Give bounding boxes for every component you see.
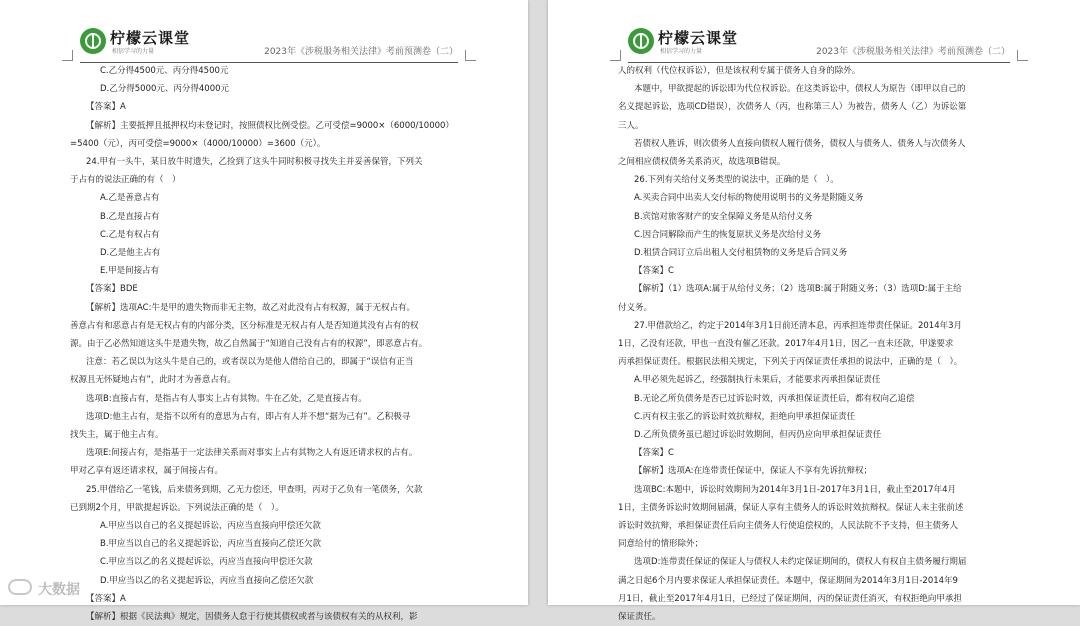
- text-line: 付义务。: [618, 302, 653, 313]
- header-title: 2023年《涉税服务相关法律》考前预测卷（二）: [264, 47, 458, 57]
- text-line: A.买卖合同中出卖人交付标的物使用说明书的义务是附随义务: [634, 193, 864, 204]
- text-line: A.甲必须先起诉乙，经强制执行未果后，才能要求丙承担保证责任: [634, 375, 881, 386]
- text-line: =5400（元），丙可受偿=9000×（4000/10000）=3600（元）。: [70, 138, 326, 149]
- text-line: 1日，乙没有还款，甲也一直没有催乙还款。2017年4月1日，因乙一直未还款，甲遂要求: [618, 339, 954, 350]
- text-line: 已到期2个月，甲欲提起诉讼。下列说法正确的是（ ）。: [70, 502, 284, 513]
- text-line: 选项B:直接占有，是指占有人事实上占有其物。牛在乙处，乙是直接占有。: [86, 393, 367, 404]
- text-line: D.租赁合同订立后出租人交付租赁物的义务是后合同义务: [634, 248, 848, 259]
- text-line: C.因合同解除而产生的恢复原状义务是次给付义务: [634, 229, 822, 240]
- brand-name: 柠檬云课堂: [110, 29, 191, 47]
- page-header: [628, 30, 1010, 63]
- text-line: 1日，主债务诉讼时效期间届满，保证人享有主债务人的诉讼时效抗辩权。保证人未主张前述: [618, 502, 964, 513]
- text-line: 【解析】（1）选项A:属于从给付义务；（2）选项B:属于附随义务；（3）选项D:属于主给: [634, 284, 962, 295]
- text-line: 本题中，甲欲提起的诉讼即为代位权诉讼。在这类诉讼中，债权人为原告（即甲以自己的: [634, 84, 966, 95]
- watermark: [8, 579, 80, 599]
- text-line: 满之日起6个月内要求保证人承担保证责任。本题中，保证期间为2014年3月1日-2014年9: [618, 575, 958, 586]
- text-line: 25.甲借给乙一笔钱，后来债务到期，乙无力偿还，甲查明，丙对于乙负有一笔债务，欠款: [86, 484, 423, 495]
- corner-mark-icon: [610, 50, 621, 61]
- text-line: 名义提起诉讼，选项CD错误），次债务人（丙，也称第三人）为被告，债务人（乙）为诉讼第: [618, 102, 967, 113]
- text-line: A.甲应当以自己的名义提起诉讼，丙应当直接向甲偿还欠款: [100, 521, 321, 532]
- watermark-logo-icon: [8, 579, 32, 595]
- text-line: 【答案】A: [86, 102, 126, 113]
- text-line: C.丙有权主张乙的诉讼时效抗辩权，拒绝向甲承担保证责任: [634, 411, 856, 422]
- page-left: [0, 0, 528, 623]
- text-line: 人的权利（代位权诉讼），但是该权利专属于债务人自身的除外。: [618, 66, 861, 76]
- text-line: 保证责任。: [618, 612, 661, 623]
- text-line: 26.下列有关给付义务类型的说法中，正确的是（ ）。: [634, 175, 839, 186]
- watermark-text: 大数据: [38, 582, 80, 598]
- text-line: C.甲应当以乙的名义提起诉讼，丙应当直接向甲偿还欠款: [100, 557, 313, 568]
- text-line: 于占有的说法正确的有（ ）: [70, 175, 181, 186]
- text-line: 丙承担保证责任。根据民法相关规定，下列关于丙保证责任承担的说法中，正确的是（ ）。: [618, 357, 963, 368]
- text-line: 源。由于乙必然知道这头牛是遗失物，故乙自然属于“知道自己没有占有的权源”，即恶意占有。: [70, 339, 428, 350]
- text-line: 权源且无怀疑地占有”，此时才为善意占有。: [70, 375, 236, 386]
- text-line: 【解析】选项A:在连带责任保证中，保证人不享有先诉抗辩权；: [634, 466, 873, 477]
- page-body: [618, 62, 1022, 626]
- text-line: 诉讼时效抗辩，承担保证责任后向主债务人行使追偿权的，人民法院不予支持，但主债务人: [618, 521, 959, 532]
- text-line: 注意：若乙误以为这头牛是自己的，或者误以为是他人借给自己的，即属于“误信有正当: [86, 357, 414, 368]
- text-line: 选项BC:本题中，诉讼时效期间为2014年3月1日-2017年3月1日，截止至2017年4月: [634, 484, 956, 495]
- text-line: 选项D:连带责任保证的保证人与债权人未约定保证期间的，债权人有权自主债务履行期届: [634, 557, 967, 568]
- text-line: 找失主，属于他主占有。: [70, 430, 164, 441]
- corner-mark-icon: [62, 50, 73, 61]
- text-line: B.无论乙所负债务是否已过诉讼时效，丙承担保证责任后，都有权向乙追偿: [634, 393, 915, 404]
- text-line: B.甲应当以自己的名义提起诉讼，丙应当直接向乙偿还欠款: [100, 539, 322, 550]
- text-line: 【答案】BDE: [86, 284, 138, 295]
- text-line: 【答案】C: [634, 266, 674, 277]
- text-line: D.乙分得5000元、丙分得4000元: [100, 84, 230, 95]
- text-line: E.甲是间接占有: [100, 266, 160, 277]
- brand-slogan: 相信学习的力量: [112, 48, 155, 55]
- text-line: D.甲应当以乙的名义提起诉讼，丙应当直接向乙偿还欠款: [100, 575, 314, 586]
- text-line: 选项D:他主占有，是指不以所有的意思为占有，即占有人并不想“据为己有”。乙积极寻: [86, 411, 411, 422]
- text-line: 若债权人胜诉，则次债务人直接向债权人履行债务，债权人与债务人、债务人与次债务人: [634, 138, 966, 149]
- text-line: 27.甲借款给乙，约定于2014年3月1日前还清本息，丙承担连带责任保证。2014年3月: [634, 320, 963, 331]
- text-line: 之间相应债权债务关系消灭，故选项B错误。: [618, 157, 786, 168]
- lemon-logo-icon: [80, 28, 106, 54]
- text-line: C.乙分得4500元、丙分得4500元: [100, 66, 229, 76]
- text-line: 【答案】C: [634, 448, 674, 459]
- brand-name: 柠檬云课堂: [658, 29, 739, 47]
- text-line: 月1日，截止至2017年4月1日，已经过了保证期间，丙的保证责任消灭，有权拒绝向甲承担: [618, 593, 962, 604]
- text-line: 三人。: [618, 120, 644, 131]
- lemon-logo-icon: [628, 28, 654, 54]
- text-line: 【解析】主要抵押且抵押权均未登记时，按照债权比例受偿。乙可受偿=9000×（6000/10000）: [86, 120, 454, 131]
- text-line: 24.甲有一头牛，某日放牛时遗失，乙捡到了这头牛同时积极寻找失主并妥善保管，下列关: [86, 157, 423, 168]
- corner-mark-icon: [1017, 50, 1028, 61]
- brand-slogan: 相信学习的力量: [660, 48, 703, 55]
- text-line: 【解析】根据《民法典》规定，因债务人怠于行使其债权或者与该债权有关的从权利，影: [86, 612, 418, 623]
- text-line: B.乙是直接占有: [100, 211, 160, 222]
- text-line: 【解析】选项AC:牛是甲的遗失物而非无主物，故乙对此没有占有权源，属于无权占有。: [86, 302, 415, 313]
- text-line: B.宾馆对旅客财产的安全保障义务是从给付义务: [634, 211, 813, 222]
- text-line: D.乙所负债务虽已超过诉讼时效期间，但丙仍应向甲承担保证责任: [634, 430, 882, 441]
- text-line: C.乙是有权占有: [100, 229, 160, 240]
- text-line: 善意占有和恶意占有是无权占有的内部分类，区分标准是无权占有人是否知道其没有占有的权: [70, 320, 419, 331]
- header-title: 2023年《涉税服务相关法律》考前预测卷（二）: [816, 47, 1010, 57]
- text-line: 选项E:间接占有，是指基于一定法律关系而对事实上占有其物之人有返还请求权的占有。: [86, 448, 418, 459]
- text-line: 【答案】A: [86, 593, 126, 604]
- page-right: [548, 0, 1080, 623]
- text-line: A.乙是善意占有: [100, 193, 160, 204]
- page-header: [80, 30, 458, 63]
- page-body: [70, 62, 470, 626]
- text-line: D.乙是他主占有: [100, 248, 161, 259]
- text-line: 甲对乙享有返还请求权，属于间接占有。: [70, 466, 224, 477]
- text-line: 同意给付的情形除外；: [618, 539, 704, 550]
- corner-mark-icon: [465, 50, 476, 61]
